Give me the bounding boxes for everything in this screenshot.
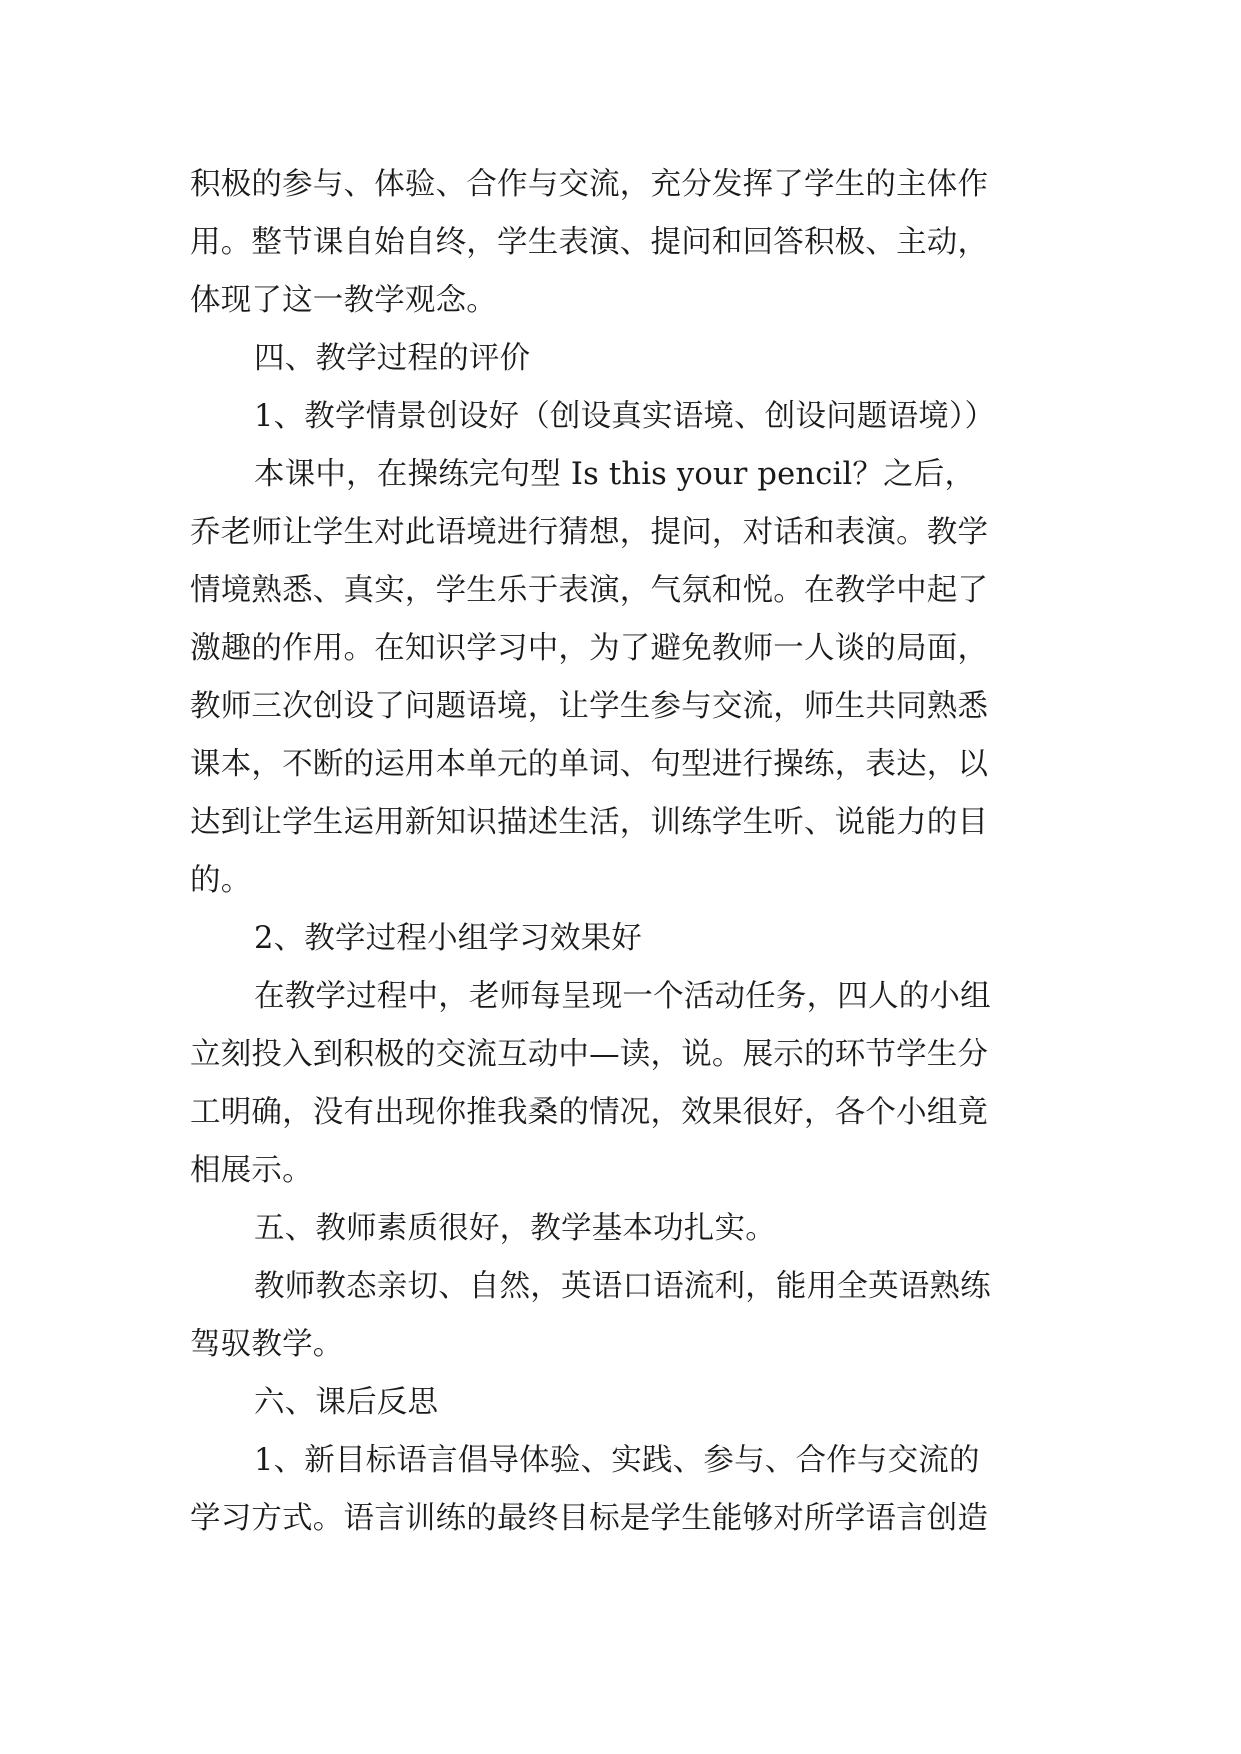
document-body — [190, 156, 1050, 1548]
text-line: 教师三次创设了问题语境，让学生参与交流，师生共同熟悉 — [190, 689, 989, 724]
paragraph-start-line: 教师教态亲切、自然，英语口语流利，能用全英语熟练 — [254, 1269, 991, 1304]
text-line: 情境熟悉、真实，学生乐于表演，气氛和悦。在教学中起了 — [190, 573, 989, 608]
text-line: 激趣的作用。在知识学习中，为了避免教师一人谈的局面， — [190, 631, 989, 666]
text-line: 立刻投入到积极的交流互动中—读，说。展示的环节学生分 — [190, 1037, 989, 1072]
text-line: 用。整节课自始自终，学生表演、提问和回答积极、主动， — [190, 225, 989, 260]
text-line: 乔老师让学生对此语境进行猜想，提问，对话和表演。教学 — [190, 515, 989, 550]
paragraph-start-line: 在教学过程中，老师每呈现一个活动任务，四人的小组 — [254, 979, 991, 1014]
paragraph-start-line: 1、新目标语言倡导体验、实践、参与、合作与交流的 — [254, 1443, 980, 1478]
text-line: 相展示。 — [190, 1153, 313, 1188]
paragraph-start-line: 1、教学情景创设好（创设真实语境、创设问题语境）） — [254, 399, 996, 434]
paragraph-start-line: 四、教学过程的评价 — [254, 341, 531, 376]
paragraph-start-line: 本课中，在操练完句型 Is this your pencil？之后， — [254, 457, 976, 492]
paragraph-start-line: 五、教师素质很好，教学基本功扎实。 — [254, 1211, 776, 1246]
text-line: 达到让学生运用新知识描述生活，训练学生听、说能力的目 — [190, 805, 989, 840]
text-line: 学习方式。语言训练的最终目标是学生能够对所学语言创造 — [190, 1501, 989, 1536]
text-line: 积极的参与、体验、合作与交流，充分发挥了学生的主体作 — [190, 167, 989, 202]
text-line: 课本，不断的运用本单元的单词、句型进行操练，表达，以 — [190, 747, 989, 782]
paragraph-start-line: 2、教学过程小组学习效果好 — [254, 921, 643, 956]
paragraph-start-line: 六、课后反思 — [254, 1385, 439, 1420]
text-line: 的。 — [190, 863, 252, 898]
text-line: 驾驭教学。 — [190, 1327, 344, 1362]
text-line: 工明确，没有出现你推我桑的情况，效果很好，各个小组竟 — [190, 1095, 989, 1130]
text-line: 体现了这一教学观念。 — [190, 283, 497, 318]
